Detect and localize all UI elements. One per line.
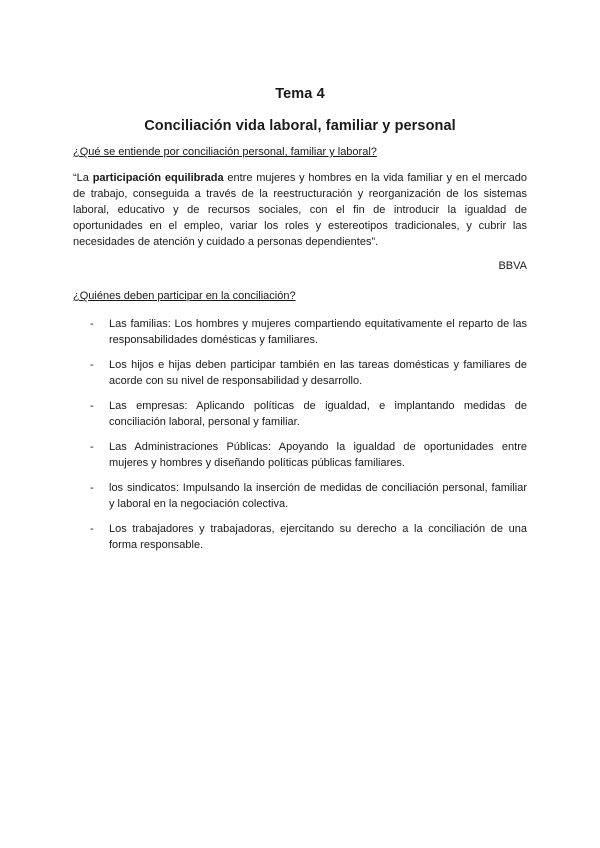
list-item-text: Las Administraciones Públicas: Apoyando la igualdad de oportunidades entre mujeres y hombres y diseñando políticas públicas familiares.	[109, 441, 527, 469]
definition-quote	[73, 170, 527, 250]
list-item-text: los sindicatos: Impulsando la inserción de medidas de conciliación personal, familiar y laboral en la negociación colectiva.	[109, 482, 527, 510]
document-content	[73, 84, 527, 562]
list-item-text: Las familias: Los hombres y mujeres compartiendo equitativamente el reparto de las responsabilidades domésticas y familiares.	[109, 318, 527, 346]
bullet-dash: -	[90, 359, 94, 371]
quote-source: BBVA	[498, 260, 527, 272]
participants-list	[73, 316, 527, 553]
list-item-text: Las empresas: Aplicando políticas de igualdad, e implantando medidas de conciliación laboral, personal y familiar.	[109, 400, 527, 428]
quote-rest: entre mujeres y hombres en la vida familiar y en el mercado de trabajo, conseguida a través de la reestructuración y reorganización de los sistemas laboral, educativo y de recursos sociales, con el fin de introducir la igualdad de oportunidades en el empleo, variar los roles y estereotipos tradicionales, y cubrir las necesidades de atención y cuidado a personas dependientes”.	[73, 172, 527, 248]
bullet-dash: -	[90, 441, 94, 453]
list-item	[73, 398, 527, 430]
question-heading-1: ¿Qué se entiende por conciliación personal, familiar y laboral?	[73, 146, 377, 158]
list-item-text: Los trabajadores y trabajadoras, ejercitando su derecho a la conciliación de una forma responsable.	[109, 523, 527, 551]
list-item	[73, 316, 527, 348]
quote-open: “La	[73, 172, 93, 184]
page-title: Tema 4	[275, 86, 325, 102]
question-heading-2: ¿Quiénes deben participar en la conciliación?	[73, 290, 296, 302]
bullet-dash: -	[90, 318, 94, 330]
page-subtitle: Conciliación vida laboral, familiar y personal	[144, 118, 456, 134]
bullet-dash: -	[90, 400, 94, 412]
quote-bold-term: participación equilibrada	[92, 172, 224, 184]
bullet-dash: -	[90, 482, 94, 494]
list-item	[73, 480, 527, 512]
bullet-dash: -	[90, 523, 94, 535]
list-item	[73, 521, 527, 553]
list-item	[73, 439, 527, 471]
list-item	[73, 357, 527, 389]
list-item-text: Los hijos e hijas deben participar también en las tareas domésticas y familiares de acorde con su nivel de responsabilidad y desarrollo.	[109, 359, 527, 387]
